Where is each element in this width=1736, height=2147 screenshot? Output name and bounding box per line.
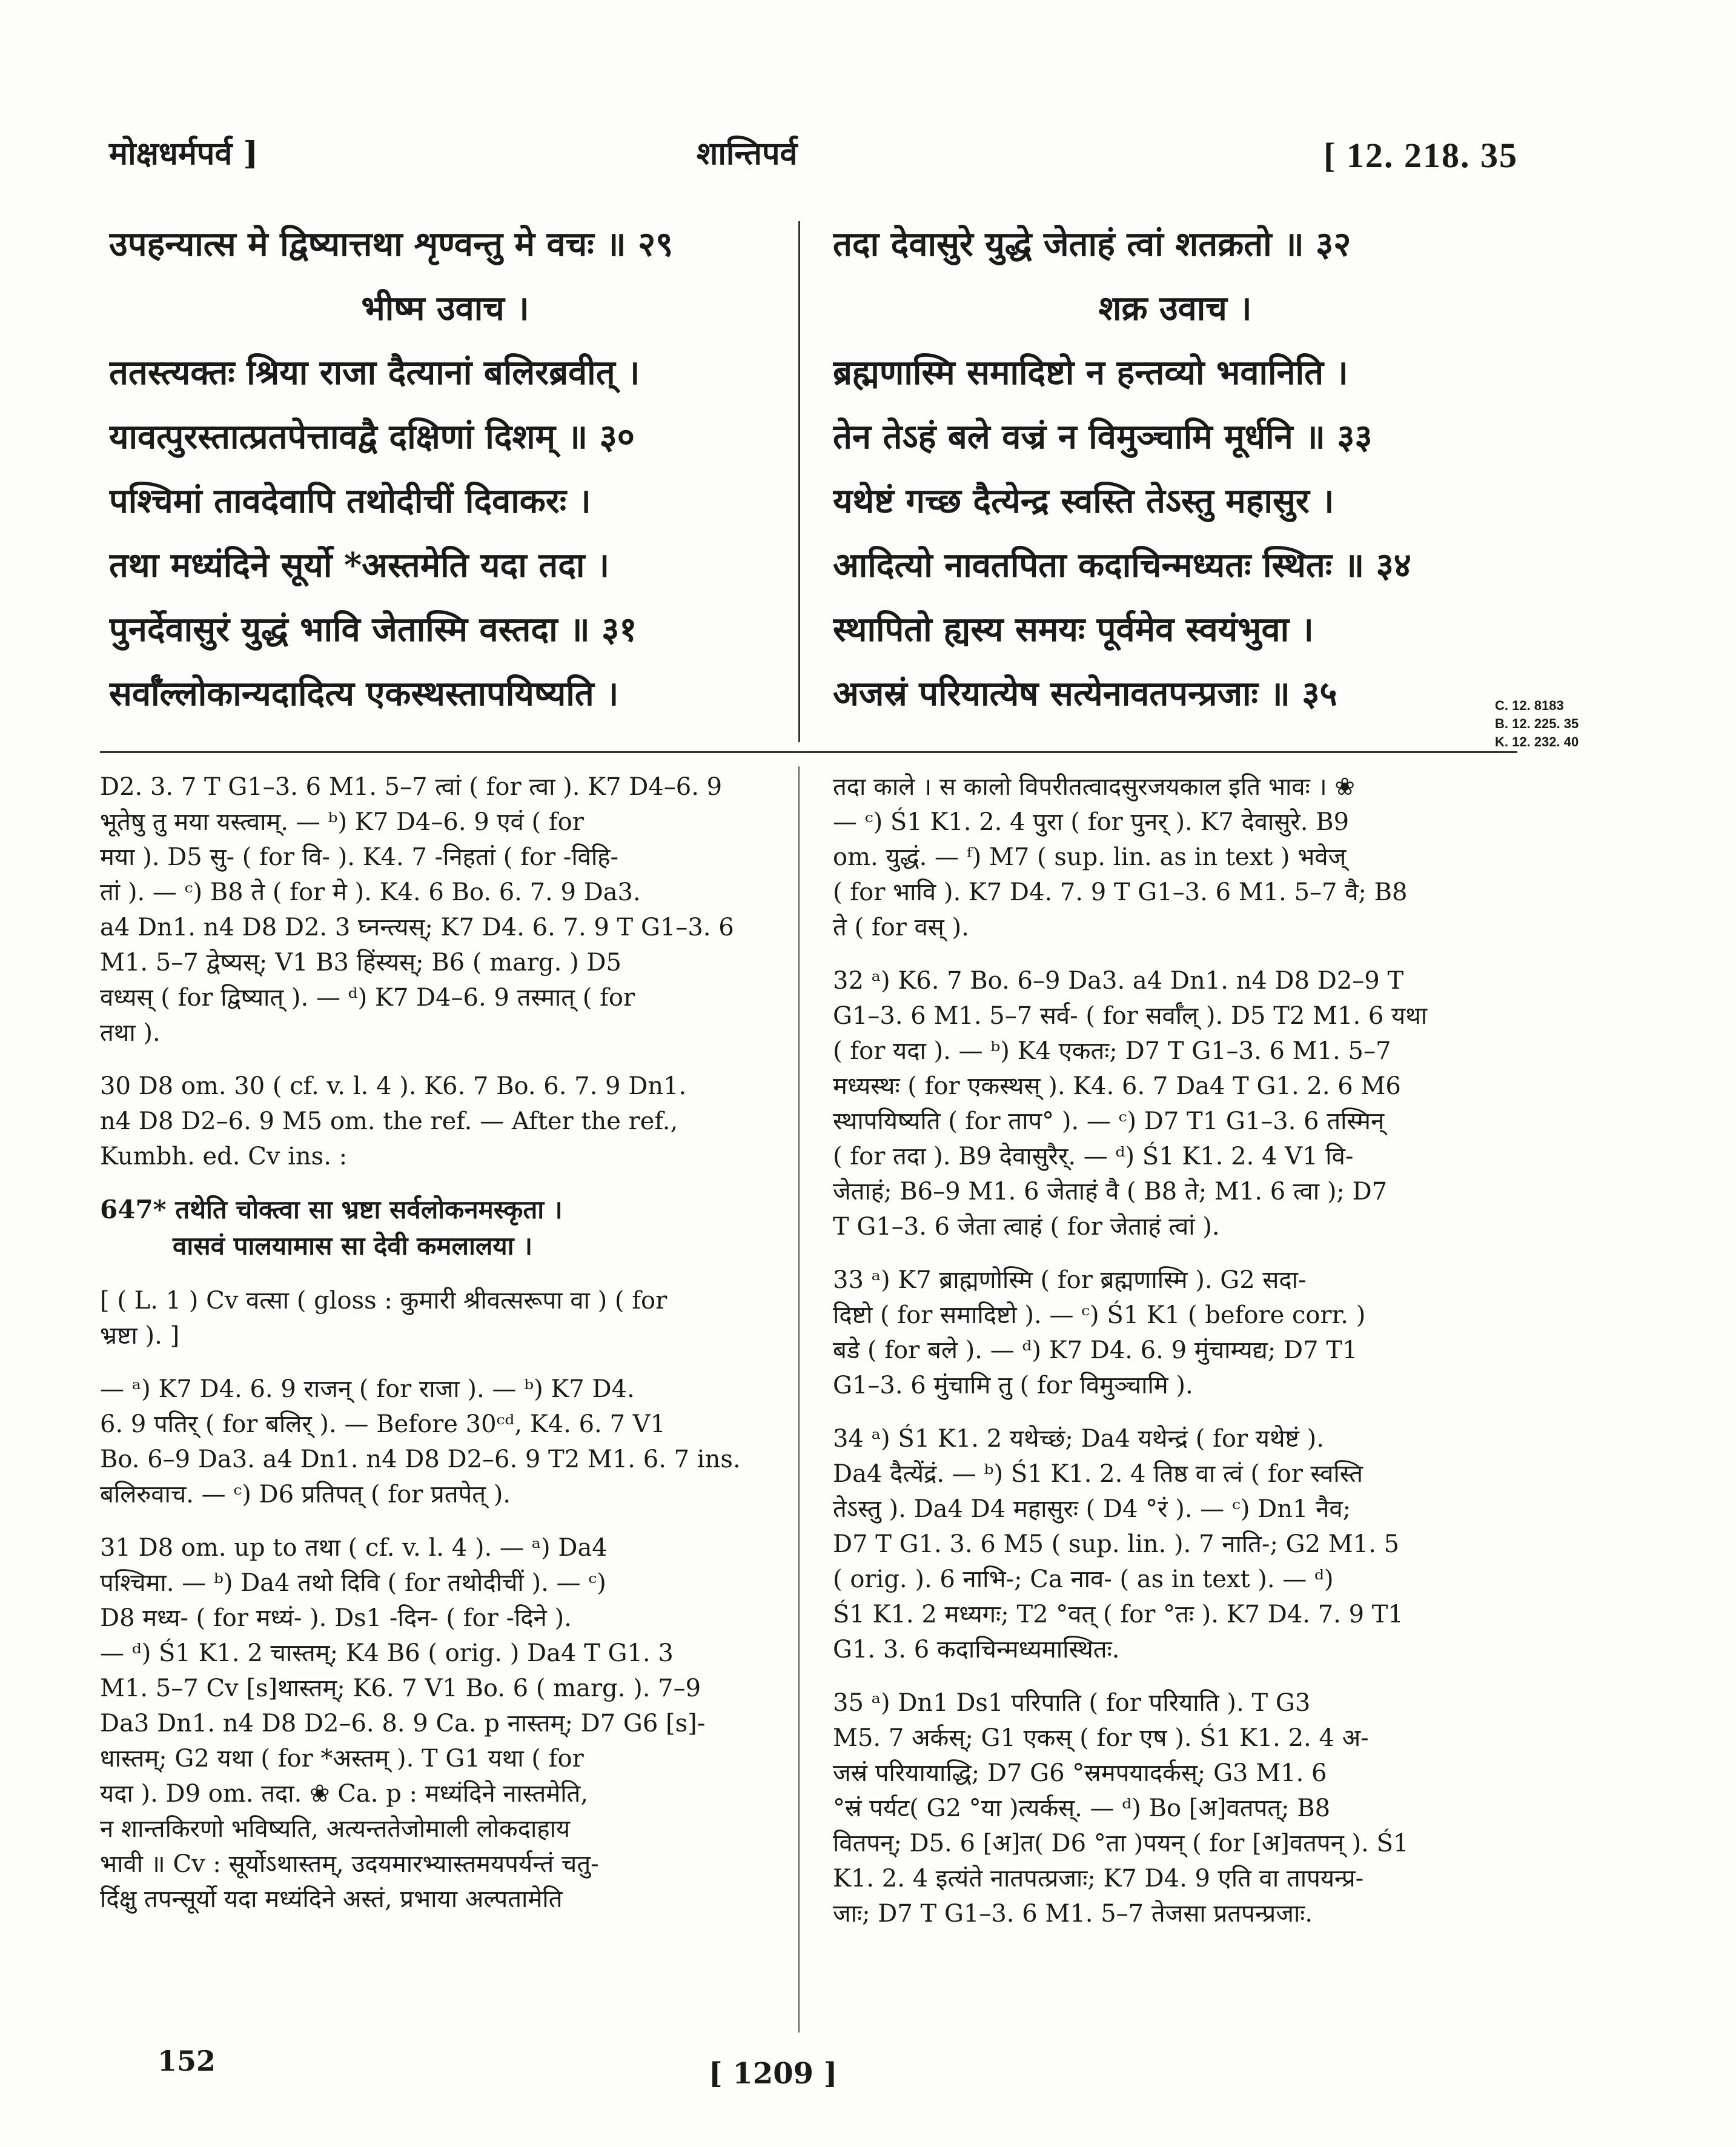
apparatus-line: ( orig. ). 6 नाभि-; Ca नाव- ( as in text ). — ᵈ) [833, 1565, 1334, 1593]
apparatus-line: भ्रष्टा ). ] [100, 1322, 180, 1350]
paragraph-gap [100, 1512, 751, 1530]
column-divider-top [798, 221, 800, 742]
apparatus-line: तेऽस्तु ). Da4 D4 महासुरः ( D4 °रं ). — ᶜ) Dn1 नैव; [833, 1495, 1351, 1523]
verse-line: सर्वाँल्लोकान्यदादित्य एकस्थस्तापयिष्यति । [109, 674, 619, 714]
apparatus-line: — ᶜ) Ś1 K1. 2. 4 पुरा ( for पुनर् ). K7 देवासुरे. B9 [833, 808, 1350, 836]
apparatus-line: वध्यस् ( for द्विष्यात् ). — ᵈ) K7 D4–6. 9 तस्मात् ( for [100, 984, 635, 1012]
page-number: 152 [157, 2045, 216, 2077]
apparatus-line: K1. 2. 4 इत्यंते नातपत्प्रजाः; K7 D4. 9 एति वा तापयन्प्र- [833, 1865, 1364, 1893]
apparatus-line: भावी ॥ Cv : सूर्योऽथास्तम्, उदयमारभ्यास्तमयपर्यन्तं चतु- [100, 1850, 599, 1878]
apparatus-line: बलिरुवाच. — ᶜ) D6 प्रतिपत् ( for प्रतपेत् ). [100, 1481, 511, 1508]
paragraph-gap [833, 1403, 1511, 1421]
apparatus-line: G1–3. 6 M1. 5–7 सर्व- ( for सर्वाँल् ). D5 T2 M1. 6 यथा [833, 1002, 1428, 1030]
apparatus-line: Da4 दैत्येंद्रं. — ᵇ) Ś1 K1. 2. 4 तिष्ठ वा त्वं ( for स्वस्ति [833, 1460, 1363, 1488]
running-head-right: [ 12. 218. 35 [1324, 136, 1518, 175]
apparatus-line: Da3 Dn1. n4 D8 D2–6. 8. 9 Ca. p नास्तम्; D7 G6 [s]- [100, 1710, 706, 1737]
paragraph-gap [100, 1353, 751, 1372]
apparatus-line: 30 D8 om. 30 ( cf. v. l. 4 ). K6. 7 Bo. 6. 7. 9 Dn1. [100, 1072, 687, 1100]
apparatus-line: M1. 5–7 द्वेष्यस्; V1 B3 हिंस्यस्; B6 ( marg. ) D5 [100, 949, 621, 977]
apparatus-line: जस्रं परियायाद्धि; D7 G6 °स्रमपयादर्कस्; G3 M1. 6 [833, 1759, 1327, 1787]
apparatus-line: ( for भावि ). K7 D4. 7. 9 T G1–3. 6 M1. 5–7 वै; B8 [833, 878, 1408, 906]
apparatus-line: ( for यदा ). — ᵇ) K4 एकतः; D7 T G1–3. 6 M1. 5–7 [833, 1037, 1391, 1065]
apparatus-line: धास्तम्; G2 यथा ( for *अस्तम् ). T G1 यथा ( for [100, 1745, 584, 1773]
apparatus-line: °स्रं पर्यट( G2 °या )त्यर्कस्. — ᵈ) Bo [अ]वतपत्; B8 [833, 1794, 1331, 1822]
apparatus-line: Ś1 K1. 2 मध्यगः; T2 °वत् ( for °तः ). K7 D4. 7. 9 T1 [833, 1601, 1403, 1628]
verse-column-right [833, 212, 1517, 726]
passage-line: 647* तथेति चोक्त्वा सा भ्रष्टा सर्वलोकनमस्कृता । [100, 1195, 563, 1224]
apparatus-line: M5. 7 अर्कस्; G1 एकस् ( for एष ). Ś1 K1. 2. 4 अ- [833, 1724, 1369, 1752]
verse-line: आदित्यो नावतपिता कदाचिन्मध्यतः स्थितः ॥ ३४ [833, 545, 1411, 585]
speaker-heading: शक्र उवाच । [1098, 288, 1252, 328]
marginal-ref: B. 12. 225. 35 [1495, 716, 1579, 731]
apparatus-line: तथा ). [100, 1019, 161, 1047]
apparatus-line: स्थापयिष्यति ( for ताप° ). — ᶜ) D7 T1 G1–3. 6 तस्मिन् [833, 1107, 1385, 1135]
verse-line: यावत्पुरस्तात्प्रतपेत्तावद्वै दक्षिणां दिशम् ॥ ३० [109, 417, 635, 457]
running-head-left: मोक्षधर्मपर्व ] [109, 135, 259, 172]
paragraph-gap [100, 1265, 751, 1283]
apparatus-line: ( for तदा ). B9 देवासुरैर्. — ᵈ) Ś1 K1. 2. 4 V1 वि- [833, 1143, 1354, 1170]
paragraph-gap [100, 1174, 751, 1192]
apparatus-line: D2. 3. 7 T G1–3. 6 M1. 5–7 त्वां ( for त्वा ). K7 D4–6. 9 [100, 773, 723, 801]
apparatus-line: न शान्तकिरणो भविष्यति, अत्यन्ततेजोमाली लोकदाहाय [100, 1815, 571, 1843]
apparatus-line: 34 ᵃ) Ś1 K1. 2 यथेच्छं; Da4 यथेन्द्रं ( for यथेष्टं ). [833, 1425, 1324, 1453]
apparatus-line: र्दिक्षु तपन्सूर्यो यदा मध्यंदिने अस्तं, प्रभाया अल्पतामेति [100, 1885, 563, 1913]
apparatus-line: मया ). D5 सु- ( for वि- ). K4. 7 -निहतां ( for -विहि- [100, 843, 619, 871]
apparatus-line: तां ). — ᶜ) B8 ते ( for मे ). K4. 6 Bo. 6. 7. 9 Da3. [100, 878, 641, 906]
verse-line: ब्रह्मणास्मि समादिष्टो न हन्तव्यो भवानिति । [833, 353, 1348, 393]
marginal-references [1495, 697, 1658, 751]
apparatus-line: — ᵃ) K7 D4. 6. 9 राजन् ( for राजा ). — ᵇ) K7 D4. [100, 1375, 635, 1403]
paragraph-gap [833, 1244, 1511, 1263]
apparatus-line: a4 Dn1. n4 D8 D2. 3 घ्नन्त्यस्; K7 D4. 6. 7. 9 T G1–3. 6 [100, 914, 734, 941]
verse-line: पश्चिमां तावदेवापि तथोदीचीं दिवाकरः । [109, 481, 591, 521]
apparatus-line: om. युद्धं. — ᶠ) M7 ( sup. lin. as in text ) भवेज् [833, 843, 1347, 871]
apparatus-line: [ ( L. 1 ) Cv वत्सा ( gloss : कुमारी श्रीवत्सरूपा वा ) ( for [100, 1287, 668, 1315]
verse-line: स्थापितो ह्यस्य समयः पूर्वमेव स्वयंभुवा । [833, 609, 1314, 649]
verse-line: ततस्त्यक्तः श्रिया राजा दैत्यानां बलिरब्रवीत् । [109, 353, 640, 393]
apparatus-line: M1. 5–7 Cv [s]थास्तम्; K6. 7 V1 Bo. 6 ( marg. ). 7–9 [100, 1674, 701, 1702]
apparatus-line: n4 D8 D2–6. 9 M5 om. the ref. — After the ref., [100, 1107, 678, 1135]
speaker-heading: भीष्म उवाच । [361, 288, 529, 328]
verse-line: तेन तेऽहं बले वज्रं न विमुञ्चामि मूर्धनि ॥ ३३ [833, 417, 1373, 457]
apparatus-line: दिष्टो ( for समादिष्टो ). — ᶜ) Ś1 K1 ( before corr. ) [833, 1301, 1366, 1329]
verse-column-left [109, 212, 781, 726]
apparatus-line: जेताहं; B6–9 M1. 6 जेताहं वै ( B8 ते; M1. 6 त्वा ); D7 [833, 1178, 1388, 1206]
apparatus-line: पश्चिमा. — ᵇ) Da4 तथो दिवि ( for तथोदीचीं ). — ᶜ) [100, 1569, 606, 1597]
running-head-center: शान्तिपर्व [697, 135, 798, 172]
marginal-ref: K. 12. 232. 40 [1495, 734, 1579, 749]
apparatus-line: भूतेषु तु मया यस्त्वाम्. — ᵇ) K7 D4–6. 9 एवं ( for [100, 808, 584, 836]
folio-number: [ 1209 ] [709, 2057, 838, 2091]
marginal-ref: C. 12. 8183 [1495, 698, 1564, 713]
apparatus-line: मध्यस्थः ( for एकस्थस् ). K4. 6. 7 Da4 T G1. 2. 6 M6 [833, 1072, 1401, 1100]
apparatus-line: G1. 3. 6 कदाचिन्मध्यमास्थितः. [833, 1636, 1120, 1664]
apparatus-line: बडे ( for बले ). — ᵈ) K7 D4. 6. 9 मुंचाम्यद्य; D7 T1 [833, 1336, 1358, 1364]
apparatus-line: G1–3. 6 मुंचामि तु ( for विमुञ्चामि ). [833, 1372, 1193, 1399]
apparatus-line: T G1–3. 6 जेता त्वाहं ( for जेताहं त्वां ). [833, 1213, 1220, 1241]
paragraph-gap [100, 1050, 751, 1069]
apparatus-line: तदा काले । स कालो विपरीतत्वादसुरजयकाल इति भावः । ❀ [833, 773, 1355, 801]
apparatus-line: 31 D8 om. up to तथा ( cf. v. l. 4 ). — ᵃ) Da4 [100, 1534, 608, 1562]
apparatus-column-left [100, 769, 751, 1917]
verse-line: पुनर्देवासुरं युद्धं भावि जेतास्मि वस्तदा ॥ ३१ [109, 609, 637, 649]
column-divider-bottom [798, 766, 800, 2033]
passage-line: वासवं पालयामास सा देवी कमलालया । [173, 1231, 533, 1261]
verse-line: उपहन्यात्स मे द्विष्यात्तथा शृण्वन्तु मे वचः ॥ २९ [109, 224, 674, 264]
apparatus-line: वितपन्; D5. 6 [अ]त( D6 °ता )पयन् ( for [अ]वतपन् ). Ś1 [833, 1830, 1409, 1857]
verse-line: यथेष्टं गच्छ दैत्येन्द्र स्वस्ति तेऽस्तु महासुर । [833, 481, 1334, 521]
paragraph-gap [833, 945, 1511, 963]
apparatus-line: — ᵈ) Ś1 K1. 2 चास्तम्; K4 B6 ( orig. ) Da4 T G1. 3 [100, 1639, 674, 1667]
apparatus-line: 32 ᵃ) K6. 7 Bo. 6–9 Da3. a4 Dn1. n4 D8 D2–9 T [833, 967, 1404, 995]
apparatus-line: D7 T G1. 3. 6 M5 ( sup. lin. ). 7 नाति-; G2 M1. 5 [833, 1530, 1400, 1558]
verse-line: तदा देवासुरे युद्धे जेताहं त्वां शतक्रतो ॥ ३२ [833, 224, 1351, 264]
apparatus-line: Kumbh. ed. Cv ins. : [100, 1143, 348, 1170]
verse-line: तथा मध्यंदिने सूर्यो *अस्तमेति यदा तदा । [109, 545, 610, 585]
apparatus-line: Bo. 6–9 Da3. a4 Dn1. n4 D8 D2–6. 9 T2 M1. 6. 7 ins. [100, 1445, 741, 1473]
apparatus-line: D8 मध्य- ( for मध्यं- ). Ds1 -दिन- ( for -दिने ). [100, 1604, 572, 1632]
apparatus-line: जाः; D7 T G1–3. 6 M1. 5–7 तेजसा प्रतपन्प्रजाः. [833, 1900, 1313, 1928]
apparatus-line: ते ( for वस् ). [833, 914, 969, 941]
paragraph-gap [833, 1667, 1511, 1685]
apparatus-separator-rule [100, 751, 1517, 753]
apparatus-line: 6. 9 पतिर् ( for बलिर् ). — Before 30ᶜᵈ, K4. 6. 7 V1 [100, 1410, 666, 1438]
apparatus-line: यदा ). D9 om. तदा. ❀ Ca. p : मध्यंदिने नास्तमेति, [100, 1780, 589, 1808]
apparatus-line: 35 ᵃ) Dn1 Ds1 परिपाति ( for परियाति ). T G3 [833, 1689, 1311, 1717]
apparatus-column-right [833, 769, 1511, 1931]
apparatus-line: 33 ᵃ) K7 ब्राह्मणोस्मि ( for ब्रह्मणास्मि ). G2 सदा- [833, 1266, 1307, 1294]
verse-line: अजस्रं परियात्येष सत्येनावतपन्प्रजाः ॥ ३५ [833, 674, 1337, 714]
